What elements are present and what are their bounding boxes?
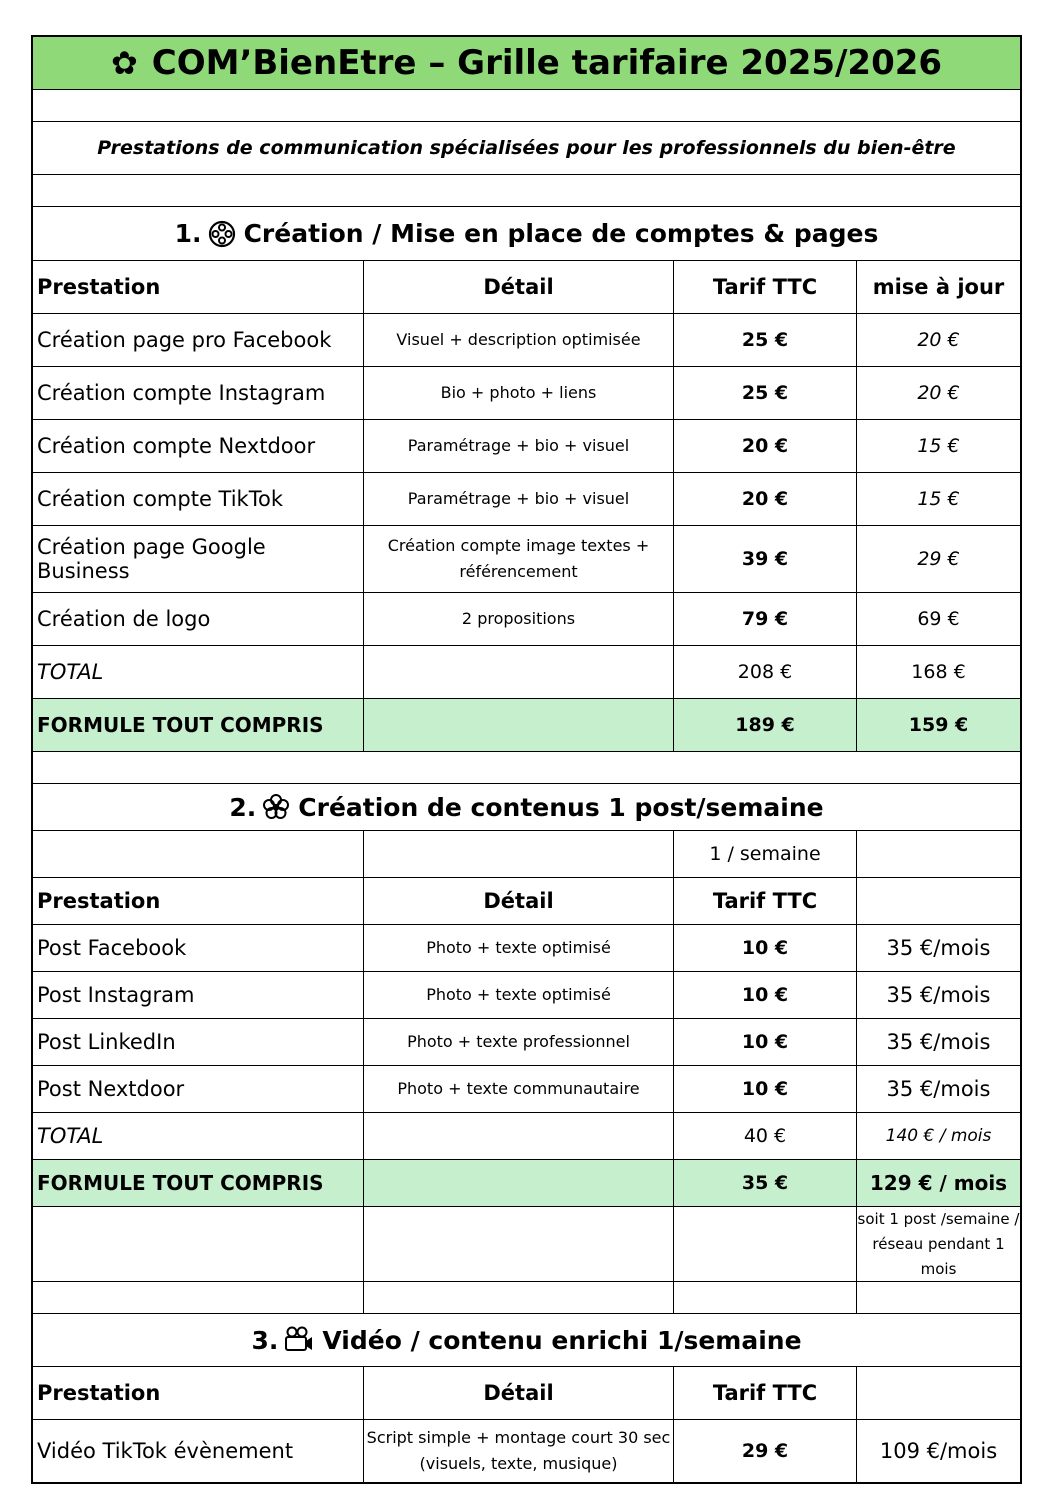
row-detail: Paramétrage + bio + visuel [364,473,674,525]
row-price: 29 € [674,1420,857,1482]
section2-title: Création de contenus 1 post/semaine [298,792,824,822]
row-price: 20 € [674,473,857,525]
table-row [33,1420,1020,1482]
section1-title: Création / Mise en place de comptes & pages [243,219,879,248]
table-row [33,314,1020,367]
row-price: 20 € [674,420,857,472]
table-row [33,593,1020,646]
spacer-row [33,1282,1020,1314]
row-monthly: 35 €/mois [886,983,991,1007]
table-row [33,473,1020,526]
row-monthly: 109 €/mois [879,1439,998,1463]
row-detail: Visuel + description optimisée [364,314,674,366]
note-row [33,1207,1020,1282]
total-label: TOTAL [33,646,364,698]
section2-column-headers [33,878,1020,925]
section3-header [33,1314,1020,1367]
row-price: 79 € [674,593,857,645]
formula-note: soit 1 post /semaine / réseau pendant 1 mois [857,1209,1020,1278]
spacer-row [33,175,1020,207]
col-detail: Détail [364,1367,674,1419]
row-name: Post LinkedIn [33,1019,364,1065]
total-row [33,646,1020,699]
table-row [33,972,1020,1019]
row-detail: Photo + texte optimisé [364,925,674,971]
section2-header [33,784,1020,831]
page-title: COM’BienEtre – Grille tarifaire 2025/2026 [151,43,943,83]
row-price: 39 € [674,526,857,592]
row-name: Création compte Nextdoor [33,420,364,472]
row-update: 15 € [917,435,960,457]
col-detail: Détail [364,878,674,924]
col-tarif: Tarif TTC [674,878,857,924]
row-price: 10 € [674,1019,857,1065]
total-monthly: 140 € / mois [885,1126,992,1146]
formula-label: FORMULE TOUT COMPRIS [33,1160,364,1206]
formula-update: 159 € [908,714,969,736]
page-subtitle: Prestations de communication spécialisées pour les professionnels du bien-être [97,137,956,159]
total-label: TOTAL [33,1113,364,1159]
row-name: Création compte TikTok [33,473,364,525]
subtitle-row [33,122,1020,175]
film-reel-icon [208,220,236,248]
flower-icon: ✿ [110,44,138,82]
row-name: Post Instagram [33,972,364,1018]
row-price: 10 € [674,1066,857,1112]
col-tarif: Tarif TTC [674,261,857,313]
title-row [33,37,1020,90]
price-grid [31,35,1022,1484]
row-name: Création de logo [33,593,364,645]
section1-column-headers [33,261,1020,314]
col-prestation: Prestation [33,878,364,924]
table-row [33,1019,1020,1066]
col-monthly [857,878,1020,924]
section3-number: 3. [251,1325,279,1355]
table-row [33,420,1020,473]
table-row [33,526,1020,593]
row-name: Création page Google Business [33,526,364,592]
col-monthly [857,1367,1020,1419]
total-row [33,1113,1020,1160]
col-prestation: Prestation [33,1367,364,1419]
row-name: Création page pro Facebook [33,314,364,366]
total-price: 208 € [674,646,857,698]
row-update: 29 € [917,548,960,570]
spacer-row [33,752,1020,784]
section2-number: 2. [229,792,257,822]
frequency-label: 1 / semaine [674,831,857,877]
row-update: 15 € [917,488,960,510]
table-row [33,925,1020,972]
formula-price: 35 € [674,1160,857,1206]
row-detail: Bio + photo + liens [364,367,674,419]
video-camera-icon [284,1326,314,1354]
total-price: 40 € [674,1113,857,1159]
col-tarif: Tarif TTC [674,1367,857,1419]
row-monthly: 35 €/mois [886,1077,991,1101]
formula-price: 189 € [674,699,857,751]
row-name: Vidéo TikTok évènement [33,1420,364,1482]
row-update: 69 € [917,608,960,630]
formula-monthly: 129 € / mois [869,1171,1008,1195]
row-price: 10 € [674,972,857,1018]
formula-row [33,699,1020,752]
row-monthly: 35 €/mois [886,936,991,960]
row-detail: Script simple + montage court 30 sec (visuels, texte, musique) [364,1420,674,1482]
formula-label: FORMULE TOUT COMPRIS [33,699,364,751]
row-name: Création compte Instagram [33,367,364,419]
frequency-row [33,831,1020,878]
row-detail: 2 propositions [364,593,674,645]
col-update: mise à jour [872,275,1005,299]
row-update: 20 € [917,329,960,351]
col-detail: Détail [364,261,674,313]
total-update: 168 € [911,661,966,683]
row-price: 10 € [674,925,857,971]
row-detail: Photo + texte communautaire [364,1066,674,1112]
row-price: 25 € [674,367,857,419]
row-update: 20 € [917,382,960,404]
section3-column-headers [33,1367,1020,1420]
row-detail: Photo + texte professionnel [364,1019,674,1065]
row-detail: Création compte image textes + référencement [364,526,674,592]
row-detail: Paramétrage + bio + visuel [364,420,674,472]
row-name: Post Nextdoor [33,1066,364,1112]
table-row [33,367,1020,420]
row-name: Post Facebook [33,925,364,971]
formula-row [33,1160,1020,1207]
section1-number: 1. [174,219,202,248]
col-prestation: Prestation [33,261,364,313]
row-detail: Photo + texte optimisé [364,972,674,1018]
section1-header [33,207,1020,261]
table-row [33,1066,1020,1113]
row-monthly: 35 €/mois [886,1030,991,1054]
row-price: 25 € [674,314,857,366]
section3-title: Vidéo / contenu enrichi 1/semaine [322,1325,802,1355]
blossom-icon [262,793,290,821]
spacer-row [33,90,1020,122]
